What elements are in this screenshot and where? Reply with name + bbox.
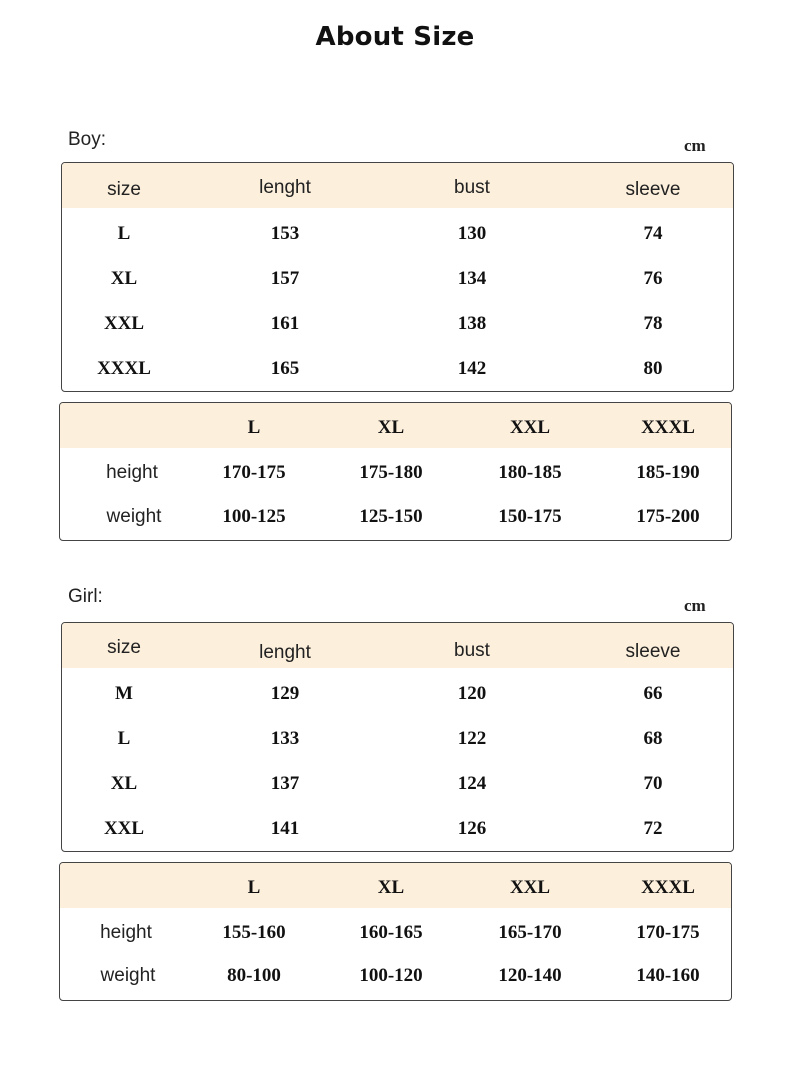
boy-size-cell-r3-c1: 165	[270, 358, 300, 379]
girl-fit-cell-r1-c2: 100-120	[359, 965, 423, 986]
girl-fit-row-label-1: weight	[100, 965, 156, 986]
boy-fit-cell-r0-c1: 170-175	[222, 462, 286, 483]
boy-fit-cell-r1-c4: 175-200	[636, 506, 700, 527]
boy-unit-label: cm	[684, 136, 706, 155]
girl-unit-label: cm	[684, 596, 706, 615]
boy-fit-cell-r1-c2: 125-150	[359, 506, 423, 527]
boy-size-cell-r1-c2: 134	[457, 268, 487, 289]
girl-fit-header-2: XL	[377, 877, 405, 898]
boy-size-cell-r0-c0: L	[117, 223, 131, 244]
girl-fit-cell-r0-c4: 170-175	[636, 922, 700, 943]
girl-fit-cell-r0-c2: 160-165	[359, 922, 423, 943]
boy-size-cell-r2-c3: 78	[643, 313, 663, 334]
girl-size-table	[61, 622, 734, 852]
boy-size-cell-r2-c1: 161	[270, 313, 300, 334]
girl-size-header-0: size	[107, 637, 141, 658]
boy-fit-cell-r1-c3: 150-175	[498, 506, 562, 527]
boy-fit-cell-r0-c2: 175-180	[359, 462, 423, 483]
boy-fit-cell-r0-c3: 180-185	[498, 462, 562, 483]
boy-size-cell-r3-c0: XXXL	[97, 358, 151, 379]
boy-fit-row-label-0: height	[106, 462, 158, 483]
boy-fit-header-2: XL	[377, 417, 405, 438]
boy-fit-header-3: XXL	[509, 417, 551, 438]
boy-size-header-3: sleeve	[625, 179, 681, 200]
girl-size-header-2: bust	[454, 640, 490, 661]
boy-fit-table	[59, 402, 732, 541]
girl-size-cell-r2-c1: 137	[270, 773, 300, 794]
girl-size-cell-r2-c0: XL	[110, 773, 138, 794]
girl-fit-row-label-0: height	[100, 922, 152, 943]
girl-size-cell-r0-c0: M	[115, 683, 133, 704]
boy-size-header-1: lenght	[259, 177, 311, 198]
girl-fit-header-4: XXXL	[641, 877, 695, 898]
boy-fit-cell-r1-c1: 100-125	[222, 506, 286, 527]
girl-size-cell-r2-c2: 124	[457, 773, 487, 794]
boy-size-cell-r1-c3: 76	[643, 268, 663, 289]
girl-size-header-1: lenght	[259, 642, 311, 663]
girl-fit-cell-r1-c3: 120-140	[498, 965, 562, 986]
boy-size-header-0: size	[107, 179, 141, 200]
girl-size-cell-r2-c3: 70	[643, 773, 663, 794]
boy-size-header-2: bust	[454, 177, 490, 198]
boy-size-cell-r2-c2: 138	[457, 313, 487, 334]
boy-size-cell-r3-c3: 80	[643, 358, 663, 379]
girl-size-cell-r3-c2: 126	[457, 818, 487, 839]
girl-size-cell-r1-c3: 68	[643, 728, 663, 749]
girl-size-cell-r1-c2: 122	[457, 728, 487, 749]
girl-fit-cell-r1-c4: 140-160	[636, 965, 700, 986]
boy-fit-header-1: L	[247, 417, 261, 438]
boy-size-cell-r0-c1: 153	[270, 223, 300, 244]
boy-size-cell-r1-c0: XL	[110, 268, 138, 289]
girl-fit-cell-r1-c1: 80-100	[227, 965, 281, 986]
boy-size-table	[61, 162, 734, 392]
girl-size-cell-r3-c0: XXL	[103, 818, 145, 839]
girl-size-header-3: sleeve	[625, 641, 681, 662]
girl-size-cell-r0-c2: 120	[457, 683, 487, 704]
boy-size-cell-r1-c1: 157	[270, 268, 300, 289]
girl-size-cell-r0-c3: 66	[643, 683, 663, 704]
girl-fit-table	[59, 862, 732, 1001]
girl-fit-header-3: XXL	[509, 877, 551, 898]
boy-section-label: Boy:	[68, 129, 107, 150]
girl-fit-header-1: L	[247, 877, 261, 898]
page-title: About Size	[315, 22, 475, 52]
boy-size-cell-r2-c0: XXL	[103, 313, 145, 334]
boy-fit-row-label-1: weight	[106, 506, 162, 527]
boy-size-cell-r0-c3: 74	[643, 223, 663, 244]
girl-size-cell-r1-c1: 133	[270, 728, 300, 749]
girl-fit-cell-r0-c1: 155-160	[222, 922, 286, 943]
girl-size-cell-r1-c0: L	[117, 728, 131, 749]
boy-size-cell-r3-c2: 142	[457, 358, 487, 379]
girl-size-cell-r3-c3: 72	[643, 818, 663, 839]
girl-fit-cell-r0-c3: 165-170	[498, 922, 562, 943]
boy-fit-cell-r0-c4: 185-190	[636, 462, 700, 483]
boy-size-cell-r0-c2: 130	[457, 223, 487, 244]
girl-section-label: Girl:	[68, 586, 103, 607]
girl-size-cell-r3-c1: 141	[270, 818, 300, 839]
girl-size-cell-r0-c1: 129	[270, 683, 300, 704]
boy-fit-header-4: XXXL	[641, 417, 695, 438]
